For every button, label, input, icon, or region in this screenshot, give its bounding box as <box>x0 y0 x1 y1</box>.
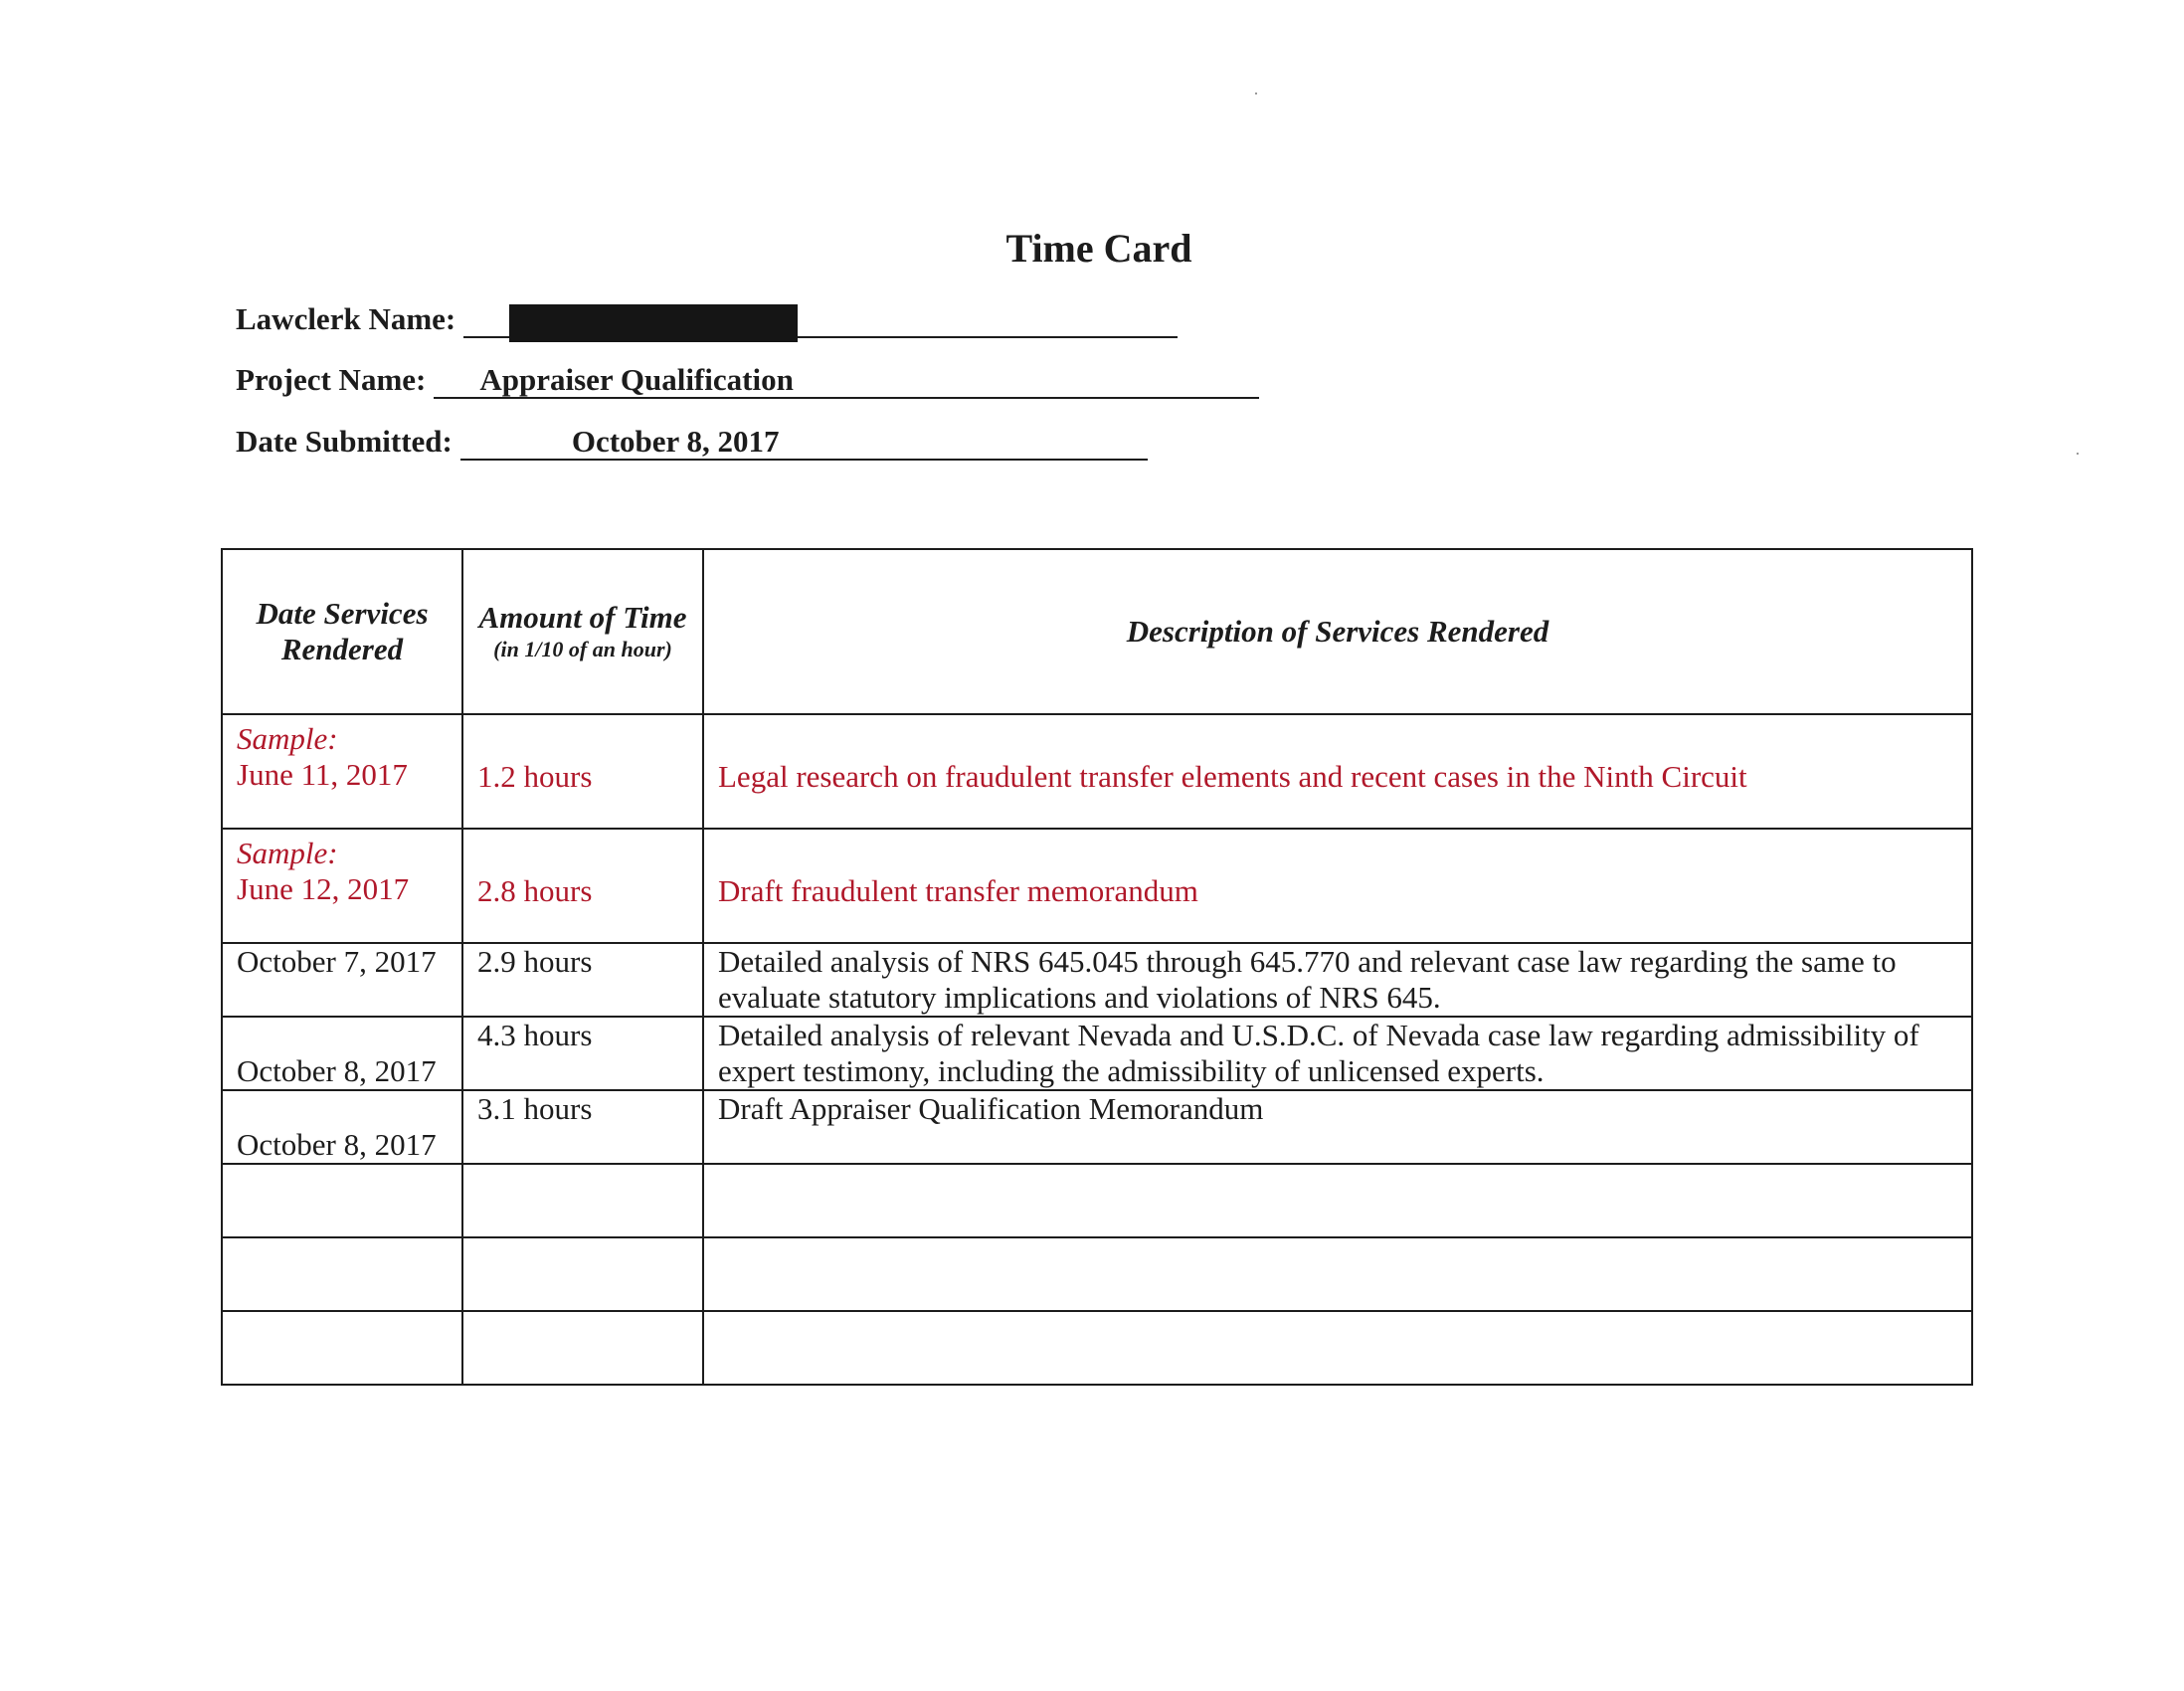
description-cell: Detailed analysis of NRS 645.045 through 645.770 and relevant case law regarding the same to evaluate statutory implications and violations of NRS 645. <box>703 943 1972 1017</box>
empty-cell <box>222 1164 462 1237</box>
blank-line <box>780 425 1148 461</box>
date-cell: October 8, 2017 <box>222 1090 462 1164</box>
table-row <box>222 1017 1972 1090</box>
empty-cell <box>222 1311 462 1385</box>
date-submitted-label: Date Submitted: <box>236 424 453 459</box>
sample-tag: Sample: <box>237 836 338 870</box>
date-submitted-value: October 8, 2017 <box>571 424 780 459</box>
description-cell: Draft Appraiser Qualification Memorandum <box>703 1090 1972 1164</box>
empty-cell <box>462 1311 703 1385</box>
empty-row <box>222 1237 1972 1311</box>
date-cell: October 7, 2017 <box>222 943 462 1017</box>
empty-cell <box>703 1164 1972 1237</box>
project-name-field <box>236 361 1259 399</box>
blank-line <box>794 363 1259 399</box>
sample-tag: Sample: <box>237 721 338 756</box>
description-cell: Draft fraudulent transfer memorandum <box>703 829 1972 943</box>
date-cell: October 8, 2017 <box>222 1017 462 1090</box>
empty-cell <box>703 1237 1972 1311</box>
table-row <box>222 943 1972 1017</box>
amount-cell: 1.2 hours <box>462 714 703 829</box>
row-date: June 12, 2017 <box>237 871 410 906</box>
empty-cell <box>462 1237 703 1311</box>
description-cell: Detailed analysis of relevant Nevada and U.S.D.C. of Nevada case law regarding admissibility of expert testimony, including the admissibility of unlicensed experts. <box>703 1017 1972 1090</box>
table-row <box>222 714 1972 829</box>
header-amount-label: Amount of Time <box>478 600 687 635</box>
redaction-block <box>509 304 798 342</box>
date-submitted-field <box>236 423 1148 461</box>
header-description: Description of Services Rendered <box>703 549 1972 714</box>
scan-speck <box>1255 93 1257 94</box>
empty-cell <box>703 1311 1972 1385</box>
project-name-value: Appraiser Qualification <box>479 362 794 397</box>
amount-cell: 2.9 hours <box>462 943 703 1017</box>
header-amount-of-time <box>462 549 703 714</box>
date-cell <box>222 714 462 829</box>
blank-line <box>463 302 509 338</box>
blank-line <box>434 363 479 399</box>
blank-line <box>798 302 1178 338</box>
table-row <box>222 829 1972 943</box>
header-date-services: Date Services Rendered <box>222 549 462 714</box>
empty-cell <box>462 1164 703 1237</box>
project-name-label: Project Name: <box>236 362 427 397</box>
lawclerk-name-field <box>236 300 1178 338</box>
empty-row <box>222 1311 1972 1385</box>
table-header-row <box>222 549 1972 714</box>
blank-line <box>460 425 572 461</box>
date-cell <box>222 829 462 943</box>
amount-cell: 4.3 hours <box>462 1017 703 1090</box>
table-row <box>222 1090 1972 1164</box>
header-amount-sublabel: (in 1/10 of an hour) <box>493 637 672 661</box>
row-date: June 11, 2017 <box>237 757 408 792</box>
lawclerk-name-label: Lawclerk Name: <box>236 301 456 336</box>
description-cell: Legal research on fraudulent transfer elements and recent cases in the Ninth Circuit <box>703 714 1972 829</box>
time-card-table <box>221 548 1973 1386</box>
empty-row <box>222 1164 1972 1237</box>
scan-speck <box>2077 453 2079 455</box>
amount-cell: 2.8 hours <box>462 829 703 943</box>
empty-cell <box>222 1237 462 1311</box>
amount-cell: 3.1 hours <box>462 1090 703 1164</box>
document-title: Time Card <box>1005 226 1192 271</box>
